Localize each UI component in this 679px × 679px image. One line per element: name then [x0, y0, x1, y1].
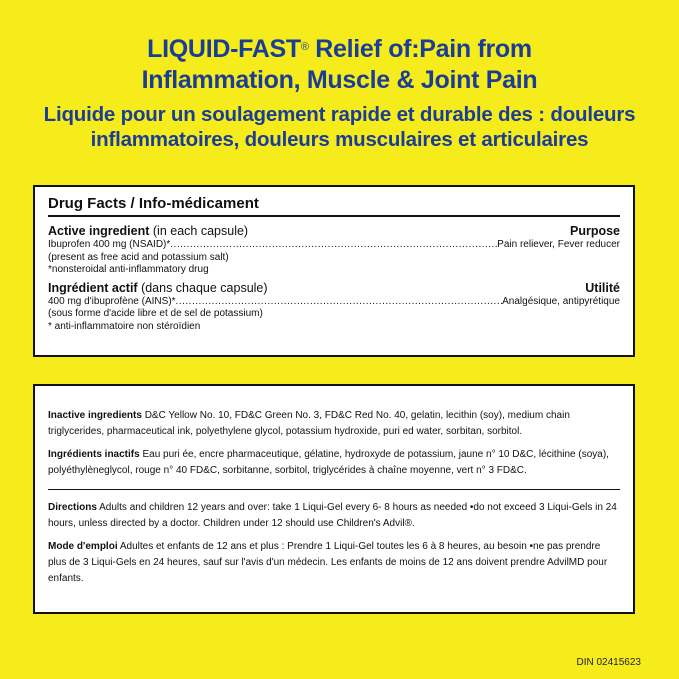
active-ingredient-heading: Active ingredient: [48, 224, 150, 238]
active-ingredient-en: [35, 224, 633, 277]
headline: [0, 34, 679, 152]
headline-english: [0, 34, 679, 96]
inactive-ingredients-fr: [48, 447, 620, 479]
drug-facts-title: Drug Facts / Info-médicament: [48, 195, 259, 212]
directions-text: Adults and children 12 years and over: take 1 Liqui-Gel every 6- 8 hours as needed •do not exceed 3 Liqui-Gels in 24 hours, unless directed by a doctor. Children under 12 should use Children's Advil®.: [48, 502, 617, 529]
ingredients-inactifs-text: Eau puri ée, encre pharmaceutique, gélatine, hydroxyde de potassium, jaune n° 10 D&C, lécithine (soya), polyéthylèneglycol, rouge n° 40 FD&C, sorbitanne, sorbitol, triglycérides à chaîne moyenne, vert n° 3 FD&C.: [48, 449, 609, 476]
ingredient-row-en: [48, 239, 620, 252]
ingredient-actif-heading: Ingrédient actif: [48, 280, 138, 295]
inactive-directions-box: [33, 384, 635, 614]
leader-dots: [176, 296, 503, 309]
ingredient-en: Ibuprofen 400 mg (NSAID)*: [48, 239, 171, 250]
ingredient-fr: 400 mg d'ibuprofène (AINS)*: [48, 295, 176, 307]
brand-name: LIQUID-FAST: [147, 35, 301, 63]
purpose-en: Pain reliever, Fever reducer: [497, 239, 620, 250]
headline-fr-line1: Liquide pour un soulagement rapide et durable des : douleurs: [43, 103, 636, 126]
active-ingredient-fr: [35, 281, 633, 334]
inactive-ingredients-en: [48, 408, 620, 440]
ingredient-row-fr: [48, 296, 620, 309]
headline-en-line2: Inflammation, Muscle & Joint Pain: [141, 66, 538, 94]
headline-en-line1: Relief of:Pain from: [308, 35, 532, 63]
utilite-label: Utilité: [585, 280, 620, 295]
inactive-ingredients-text: D&C Yellow No. 10, FD&C Green No. 3, FD&C Red No. 40, gelatin, lecithin (soy), medium chain triglycerides, pharmaceutical ink, polyethylene glycol, potassium hydroxide, puri ed water, sorbitan, sorbitol.: [48, 410, 570, 437]
directions-en: [48, 500, 620, 532]
ingredients-inactifs-label: Ingrédients inactifs: [48, 449, 140, 460]
purpose-label: Purpose: [569, 224, 620, 238]
active-ingredient-note: (in each capsule): [149, 224, 249, 238]
mode-emploi-label: Mode d'emploi: [48, 541, 118, 552]
din-number: DIN 02415623: [576, 657, 641, 668]
mode-emploi-text: Adultes et enfants de 12 ans et plus : Prendre 1 Liqui-Gel toutes les 6 à 8 heures, au besoin •ne pas prendre plus de 3 Liqui-Gels en 24 heures, sauf sur l'avis d'un médecin. Les enfants de moins de 12 ans doivent prendre AdvilMD pour enfants.: [48, 541, 608, 584]
ingredient-actif-note: (dans chaque capsule): [137, 280, 268, 295]
drug-facts-box: [33, 185, 635, 357]
active-ingredient-en-header: [48, 224, 620, 239]
leader-dots: [170, 239, 497, 252]
footnote-fr: * anti-inflammatoire non stéroïdien: [48, 320, 201, 332]
title-divider: [48, 215, 620, 217]
registered-mark: ®: [300, 41, 309, 53]
section-divider: [48, 489, 620, 490]
directions-fr: [48, 539, 620, 587]
salt-note-fr: (sous forme d'acide libre et de sel de potassium): [48, 308, 263, 319]
salt-note-en: (present as free acid and potassium salt): [48, 251, 229, 263]
active-ingredient-fr-header: [48, 281, 620, 296]
headline-fr-line2: inflammatoires, douleurs musculaires et articulaires: [90, 128, 589, 151]
headline-french: [0, 102, 679, 152]
directions-label: Directions: [48, 502, 97, 513]
footnote-en: *nonsteroidal anti-inflammatory drug: [48, 264, 209, 275]
purpose-fr: Analgésique, antipyrétique: [502, 295, 620, 307]
inactive-ingredients-label: Inactive ingredients: [48, 410, 142, 421]
